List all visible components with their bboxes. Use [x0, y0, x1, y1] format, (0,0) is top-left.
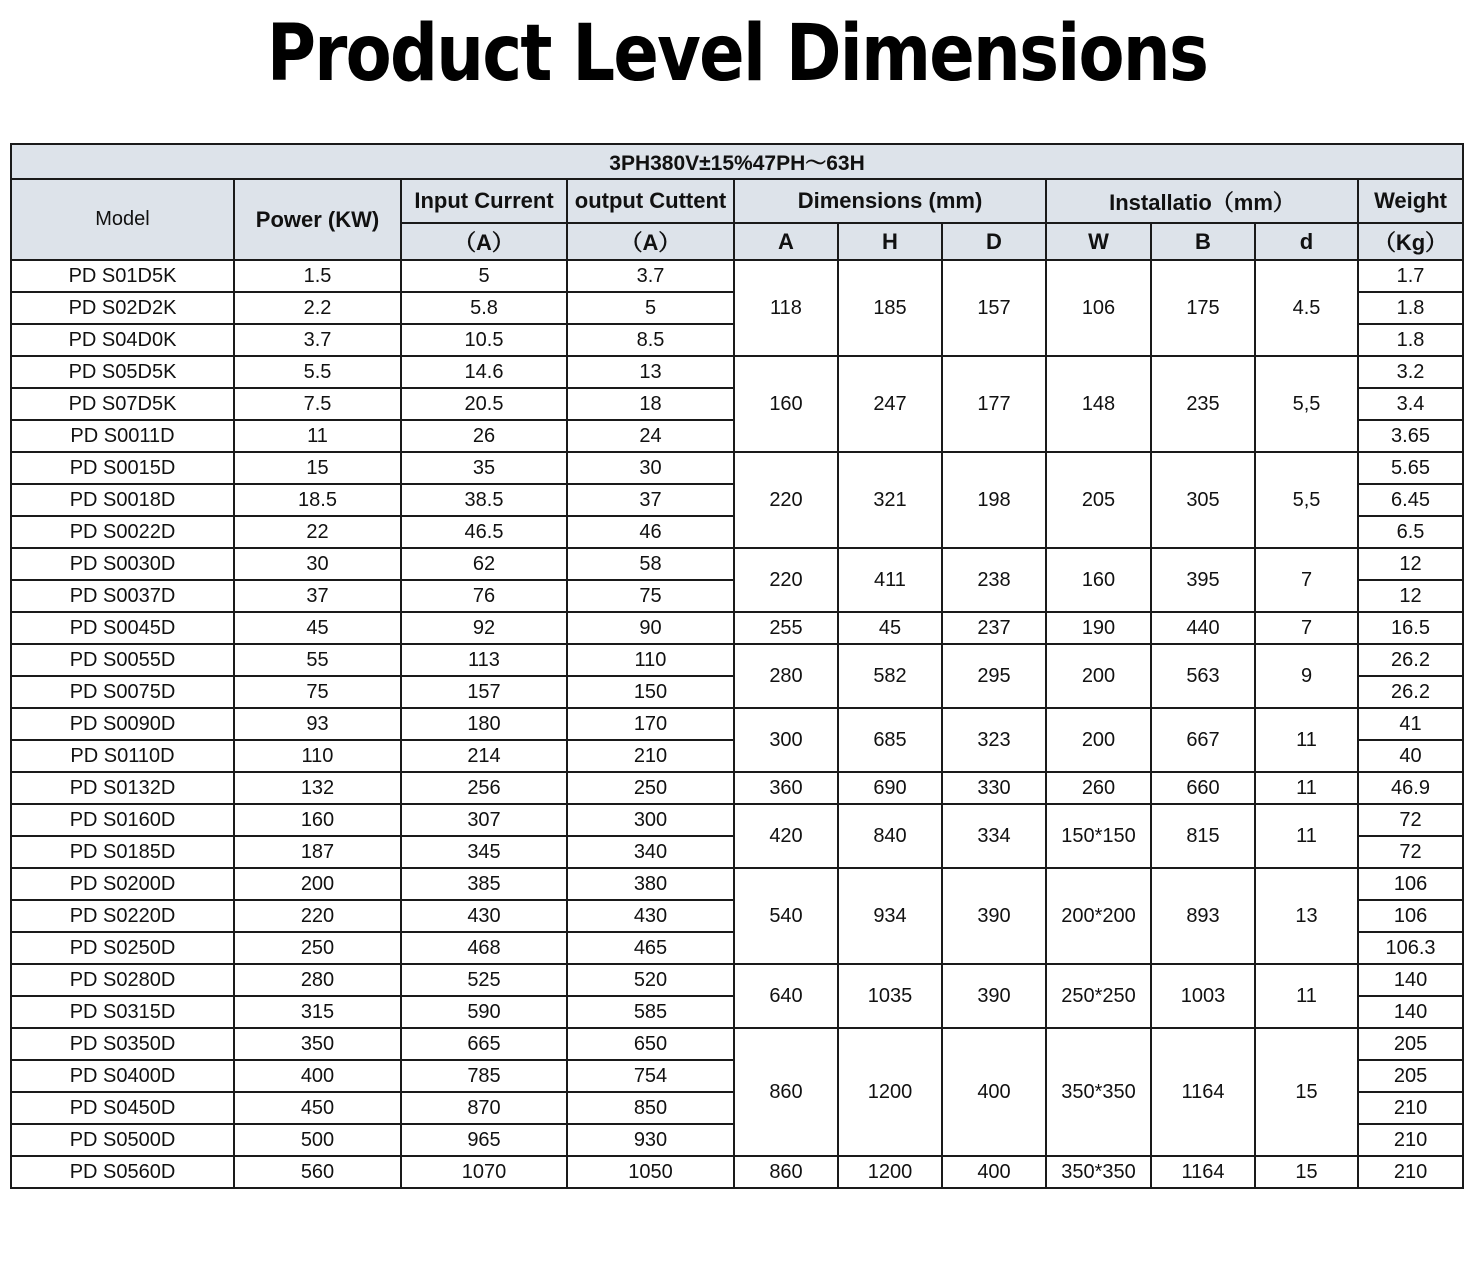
input-current-cell: 180	[401, 708, 567, 740]
power-cell: 200	[234, 868, 401, 900]
weight-cell: 16.5	[1358, 612, 1463, 644]
installation-d-cell: 13	[1255, 868, 1358, 964]
output-current-cell: 37	[567, 484, 734, 516]
input-current-cell: 46.5	[401, 516, 567, 548]
dimension-a-cell: 640	[734, 964, 838, 1028]
power-cell: 45	[234, 612, 401, 644]
dimension-d-cell: 237	[942, 612, 1046, 644]
dimension-a-cell: 300	[734, 708, 838, 772]
installation-d-cell: 11	[1255, 964, 1358, 1028]
weight-unit: （Kg）	[1358, 223, 1463, 260]
input-current-cell: 35	[401, 452, 567, 484]
power-cell: 11	[234, 420, 401, 452]
input-current-cell: 785	[401, 1060, 567, 1092]
power-cell: 37	[234, 580, 401, 612]
power-cell: 132	[234, 772, 401, 804]
weight-cell: 72	[1358, 804, 1463, 836]
weight-cell: 210	[1358, 1124, 1463, 1156]
model-cell: PD S0220D	[11, 900, 234, 932]
installation-b-cell: 667	[1151, 708, 1255, 772]
power-cell: 220	[234, 900, 401, 932]
dimension-h-cell: 690	[838, 772, 942, 804]
model-cell: PD S0045D	[11, 612, 234, 644]
input-current-cell: 10.5	[401, 324, 567, 356]
installation-b-cell: 1164	[1151, 1156, 1255, 1188]
installation-b-cell: 395	[1151, 548, 1255, 612]
weight-cell: 3.4	[1358, 388, 1463, 420]
dimension-d-cell: 177	[942, 356, 1046, 452]
weight-cell: 12	[1358, 580, 1463, 612]
model-cell: PD S02D2K	[11, 292, 234, 324]
output-current-cell: 3.7	[567, 260, 734, 292]
model-cell: PD S0090D	[11, 708, 234, 740]
installation-w-cell: 260	[1046, 772, 1151, 804]
input-current-cell: 62	[401, 548, 567, 580]
weight-cell: 1.8	[1358, 324, 1463, 356]
dimension-h-cell: 45	[838, 612, 942, 644]
model-cell: PD S0132D	[11, 772, 234, 804]
weight-cell: 5.65	[1358, 452, 1463, 484]
model-cell: PD S05D5K	[11, 356, 234, 388]
output-current-cell: 380	[567, 868, 734, 900]
table-row	[11, 644, 1463, 676]
input-current-cell: 20.5	[401, 388, 567, 420]
dimension-a-cell: 360	[734, 772, 838, 804]
dimension-d-cell: 400	[942, 1028, 1046, 1156]
power-cell: 22	[234, 516, 401, 548]
weight-cell: 6.5	[1358, 516, 1463, 548]
output-current-cell: 150	[567, 676, 734, 708]
dimension-d-cell: 238	[942, 548, 1046, 612]
output-current-cell: 58	[567, 548, 734, 580]
output-current-cell: 300	[567, 804, 734, 836]
dimension-h-cell: 411	[838, 548, 942, 612]
input-current-cell: 38.5	[401, 484, 567, 516]
weight-cell: 210	[1358, 1092, 1463, 1124]
dimension-a-cell: 860	[734, 1028, 838, 1156]
input-current-cell: 665	[401, 1028, 567, 1060]
installation-w-cell: 350*350	[1046, 1156, 1151, 1188]
dimension-h-cell: 582	[838, 644, 942, 708]
installation-w-cell: 205	[1046, 452, 1151, 548]
power-cell: 93	[234, 708, 401, 740]
output-current-cell: 930	[567, 1124, 734, 1156]
dimension-d-cell: 390	[942, 964, 1046, 1028]
installation-d-cell: 7	[1255, 548, 1358, 612]
output-current-cell: 46	[567, 516, 734, 548]
input-current-cell: 965	[401, 1124, 567, 1156]
power-cell: 500	[234, 1124, 401, 1156]
input-current-cell: 256	[401, 772, 567, 804]
model-cell: PD S01D5K	[11, 260, 234, 292]
input-current-cell: 26	[401, 420, 567, 452]
model-cell: PD S0200D	[11, 868, 234, 900]
input-current-cell: 92	[401, 612, 567, 644]
input-current-cell: 157	[401, 676, 567, 708]
installation-b-cell: 175	[1151, 260, 1255, 356]
installation-d-cell: 11	[1255, 708, 1358, 772]
power-cell: 560	[234, 1156, 401, 1188]
power-cell: 30	[234, 548, 401, 580]
dimension-a-cell: 420	[734, 804, 838, 868]
installation-b-cell: 815	[1151, 804, 1255, 868]
table-row	[11, 452, 1463, 484]
table-row	[11, 708, 1463, 740]
output-current-header: output Cuttent	[567, 179, 734, 223]
voltage-band-header: 3PH380V±15%47PH～63H	[11, 144, 1463, 179]
output-current-cell: 250	[567, 772, 734, 804]
installation-w-cell: 250*250	[1046, 964, 1151, 1028]
dimension-a-header: A	[734, 223, 838, 260]
input-current-cell: 525	[401, 964, 567, 996]
power-cell: 280	[234, 964, 401, 996]
output-current-cell: 18	[567, 388, 734, 420]
model-cell: PD S0280D	[11, 964, 234, 996]
output-current-cell: 75	[567, 580, 734, 612]
table-row	[11, 964, 1463, 996]
installation-w-cell: 148	[1046, 356, 1151, 452]
installation-d-cell: 15	[1255, 1156, 1358, 1188]
power-cell: 160	[234, 804, 401, 836]
weight-cell: 205	[1358, 1060, 1463, 1092]
dimension-h-cell: 840	[838, 804, 942, 868]
table-row	[11, 868, 1463, 900]
model-cell: PD S0185D	[11, 836, 234, 868]
output-current-cell: 1050	[567, 1156, 734, 1188]
model-cell: PD S0022D	[11, 516, 234, 548]
model-cell: PD S0560D	[11, 1156, 234, 1188]
installation-b-cell: 1003	[1151, 964, 1255, 1028]
dimension-a-cell: 540	[734, 868, 838, 964]
output-current-cell: 170	[567, 708, 734, 740]
dimension-h-cell: 934	[838, 868, 942, 964]
installation-d-cell: 15	[1255, 1028, 1358, 1156]
input-current-cell: 870	[401, 1092, 567, 1124]
output-current-cell: 650	[567, 1028, 734, 1060]
weight-cell: 106	[1358, 868, 1463, 900]
model-column-header: Model	[11, 179, 234, 260]
output-current-cell: 110	[567, 644, 734, 676]
installation-b-cell: 660	[1151, 772, 1255, 804]
weight-cell: 3.65	[1358, 420, 1463, 452]
weight-cell: 41	[1358, 708, 1463, 740]
installation-d-cell: 5,5	[1255, 452, 1358, 548]
input-current-cell: 385	[401, 868, 567, 900]
dimension-d-cell: 330	[942, 772, 1046, 804]
input-current-cell: 345	[401, 836, 567, 868]
model-cell: PD S0400D	[11, 1060, 234, 1092]
table-row	[11, 804, 1463, 836]
power-cell: 7.5	[234, 388, 401, 420]
output-current-cell: 210	[567, 740, 734, 772]
input-current-cell: 214	[401, 740, 567, 772]
input-current-header: Input Current	[401, 179, 567, 223]
weight-cell: 106	[1358, 900, 1463, 932]
power-cell: 5.5	[234, 356, 401, 388]
power-cell: 1.5	[234, 260, 401, 292]
model-cell: PD S0075D	[11, 676, 234, 708]
power-column-header: Power (KW)	[234, 179, 401, 260]
model-cell: PD S0450D	[11, 1092, 234, 1124]
weight-cell: 26.2	[1358, 676, 1463, 708]
installation-d-header: d	[1255, 223, 1358, 260]
dimension-a-cell: 280	[734, 644, 838, 708]
power-cell: 400	[234, 1060, 401, 1092]
installation-d-cell: 4.5	[1255, 260, 1358, 356]
input-current-cell: 76	[401, 580, 567, 612]
input-current-cell: 113	[401, 644, 567, 676]
weight-cell: 210	[1358, 1156, 1463, 1188]
installation-b-cell: 305	[1151, 452, 1255, 548]
dimension-d-cell: 295	[942, 644, 1046, 708]
weight-cell: 46.9	[1358, 772, 1463, 804]
weight-header: Weight	[1358, 179, 1463, 223]
output-current-cell: 340	[567, 836, 734, 868]
dimension-h-cell: 321	[838, 452, 942, 548]
weight-cell: 140	[1358, 996, 1463, 1028]
model-cell: PD S07D5K	[11, 388, 234, 420]
dimension-h-cell: 1200	[838, 1156, 942, 1188]
model-cell: PD S0015D	[11, 452, 234, 484]
installation-d-cell: 7	[1255, 612, 1358, 644]
weight-cell: 72	[1358, 836, 1463, 868]
table-row	[11, 612, 1463, 644]
power-cell: 450	[234, 1092, 401, 1124]
dimension-d-cell: 334	[942, 804, 1046, 868]
dimension-d-cell: 400	[942, 1156, 1046, 1188]
installation-w-cell: 200	[1046, 708, 1151, 772]
installation-d-cell: 9	[1255, 644, 1358, 708]
weight-cell: 1.8	[1358, 292, 1463, 324]
model-cell: PD S0011D	[11, 420, 234, 452]
power-cell: 18.5	[234, 484, 401, 516]
input-current-cell: 430	[401, 900, 567, 932]
model-cell: PD S0037D	[11, 580, 234, 612]
output-current-cell: 30	[567, 452, 734, 484]
weight-cell: 26.2	[1358, 644, 1463, 676]
output-current-cell: 24	[567, 420, 734, 452]
installation-w-cell: 200*200	[1046, 868, 1151, 964]
installation-w-cell: 190	[1046, 612, 1151, 644]
power-cell: 110	[234, 740, 401, 772]
installation-w-cell: 160	[1046, 548, 1151, 612]
installation-d-cell: 11	[1255, 804, 1358, 868]
output-current-cell: 754	[567, 1060, 734, 1092]
weight-cell: 1.7	[1358, 260, 1463, 292]
installation-w-header: W	[1046, 223, 1151, 260]
table-row	[11, 772, 1463, 804]
installation-d-cell: 11	[1255, 772, 1358, 804]
installation-w-cell: 106	[1046, 260, 1151, 356]
weight-cell: 3.2	[1358, 356, 1463, 388]
model-cell: PD S0110D	[11, 740, 234, 772]
power-cell: 15	[234, 452, 401, 484]
output-current-cell: 520	[567, 964, 734, 996]
installation-b-header: B	[1151, 223, 1255, 260]
power-cell: 187	[234, 836, 401, 868]
dimension-d-cell: 323	[942, 708, 1046, 772]
dimension-a-cell: 160	[734, 356, 838, 452]
power-cell: 350	[234, 1028, 401, 1060]
installation-w-cell: 350*350	[1046, 1028, 1151, 1156]
input-current-cell: 5	[401, 260, 567, 292]
power-cell: 75	[234, 676, 401, 708]
output-current-unit: （A）	[567, 223, 734, 260]
dimension-h-cell: 1200	[838, 1028, 942, 1156]
model-cell: PD S0018D	[11, 484, 234, 516]
installation-b-cell: 440	[1151, 612, 1255, 644]
output-current-cell: 13	[567, 356, 734, 388]
page-title: Product Level Dimensions	[266, 9, 1208, 99]
model-cell: PD S0250D	[11, 932, 234, 964]
dimension-d-cell: 390	[942, 868, 1046, 964]
model-cell: PD S0030D	[11, 548, 234, 580]
model-cell: PD S0350D	[11, 1028, 234, 1060]
input-current-cell: 5.8	[401, 292, 567, 324]
input-current-unit: （A）	[401, 223, 567, 260]
output-current-cell: 430	[567, 900, 734, 932]
dimensions-header: Dimensions (mm)	[734, 179, 1046, 223]
input-current-cell: 307	[401, 804, 567, 836]
table-row	[11, 1028, 1463, 1060]
output-current-cell: 465	[567, 932, 734, 964]
power-cell: 2.2	[234, 292, 401, 324]
dimension-d-header: D	[942, 223, 1046, 260]
model-cell: PD S0315D	[11, 996, 234, 1028]
installation-w-cell: 150*150	[1046, 804, 1151, 868]
input-current-cell: 1070	[401, 1156, 567, 1188]
weight-cell: 6.45	[1358, 484, 1463, 516]
spec-table	[10, 143, 1464, 1189]
input-current-cell: 14.6	[401, 356, 567, 388]
dimension-a-cell: 255	[734, 612, 838, 644]
output-current-cell: 8.5	[567, 324, 734, 356]
power-cell: 55	[234, 644, 401, 676]
output-current-cell: 585	[567, 996, 734, 1028]
dimension-a-cell: 860	[734, 1156, 838, 1188]
dimension-d-cell: 157	[942, 260, 1046, 356]
dimension-h-cell: 685	[838, 708, 942, 772]
output-current-cell: 5	[567, 292, 734, 324]
installation-b-cell: 563	[1151, 644, 1255, 708]
dimension-d-cell: 198	[942, 452, 1046, 548]
dimension-h-cell: 1035	[838, 964, 942, 1028]
model-cell: PD S0500D	[11, 1124, 234, 1156]
dimension-h-header: H	[838, 223, 942, 260]
power-cell: 3.7	[234, 324, 401, 356]
table-row	[11, 356, 1463, 388]
dimension-h-cell: 247	[838, 356, 942, 452]
weight-cell: 205	[1358, 1028, 1463, 1060]
power-cell: 315	[234, 996, 401, 1028]
installation-b-cell: 1164	[1151, 1028, 1255, 1156]
dimension-a-cell: 118	[734, 260, 838, 356]
weight-cell: 40	[1358, 740, 1463, 772]
table-row	[11, 548, 1463, 580]
dimension-a-cell: 220	[734, 548, 838, 612]
input-current-cell: 468	[401, 932, 567, 964]
weight-cell: 106.3	[1358, 932, 1463, 964]
model-cell: PD S04D0K	[11, 324, 234, 356]
installation-w-cell: 200	[1046, 644, 1151, 708]
installation-d-cell: 5,5	[1255, 356, 1358, 452]
installation-b-cell: 893	[1151, 868, 1255, 964]
dimension-a-cell: 220	[734, 452, 838, 548]
dimension-h-cell: 185	[838, 260, 942, 356]
installation-b-cell: 235	[1151, 356, 1255, 452]
output-current-cell: 90	[567, 612, 734, 644]
input-current-cell: 590	[401, 996, 567, 1028]
installation-header: Installatio（mm）	[1046, 179, 1358, 223]
model-cell: PD S0160D	[11, 804, 234, 836]
model-cell: PD S0055D	[11, 644, 234, 676]
weight-cell: 140	[1358, 964, 1463, 996]
output-current-cell: 850	[567, 1092, 734, 1124]
table-row	[11, 260, 1463, 292]
power-cell: 250	[234, 932, 401, 964]
table-row	[11, 1156, 1463, 1188]
weight-cell: 12	[1358, 548, 1463, 580]
table-body	[11, 260, 1463, 1188]
